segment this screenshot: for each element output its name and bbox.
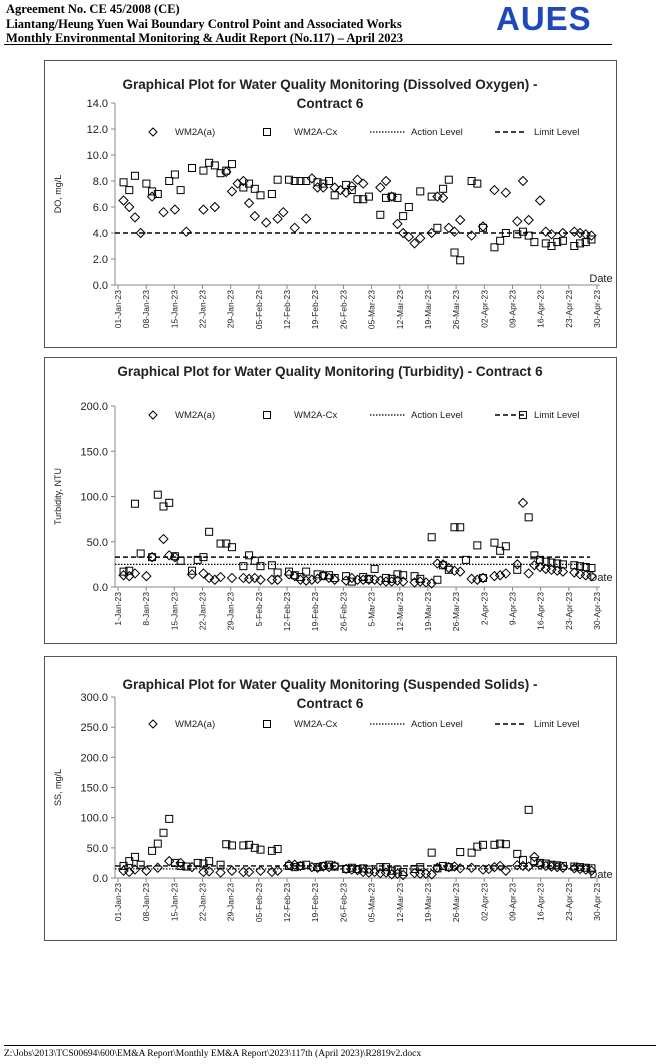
legend-diamond-marker [149, 411, 157, 419]
x-tick-label: 12-Feb-23 [282, 290, 293, 330]
data-point-diamond [262, 218, 271, 227]
x-tick-label: 08-Jan-23 [141, 883, 152, 922]
data-point-square [331, 192, 338, 199]
data-point-diamond [182, 227, 191, 236]
data-point-square [371, 565, 378, 572]
x-tick-label: 26-Mar-23 [451, 592, 462, 632]
x-tick-label: 26-Mar-23 [451, 290, 462, 330]
data-point-diamond [216, 573, 225, 582]
footer-path: Z:\Jobs\2013\TCS00694\600\EM&A Report\Monthly EM&A Report\2023\117th (April 2023)\R2819v2.docx [4, 1045, 656, 1059]
y-tick-label: 0.0 [92, 280, 108, 292]
x-tick-label: 16-Apr-23 [535, 883, 546, 921]
data-point-diamond [256, 866, 265, 875]
data-point-diamond [279, 208, 288, 217]
data-point-diamond [119, 196, 128, 205]
data-point-square [405, 204, 412, 211]
data-point-square [257, 192, 264, 199]
x-tick-label: 26-Feb-23 [338, 290, 349, 330]
data-point-square [206, 528, 213, 535]
data-point-square [525, 806, 532, 813]
data-point-square [154, 491, 161, 498]
y-axis-label: SS, mg/L [53, 768, 63, 807]
data-point-square [137, 550, 144, 557]
x-axis-label: Date [589, 273, 613, 285]
ss-chart [45, 657, 616, 940]
data-point-square [160, 829, 167, 836]
data-point-diamond [524, 569, 533, 578]
y-tick-label: 150.0 [80, 782, 108, 795]
data-point-square [131, 500, 138, 507]
x-tick-label: 12-Mar-23 [394, 592, 405, 632]
data-point-square [217, 861, 224, 868]
data-point-square [268, 562, 275, 569]
y-tick-label: 6.0 [92, 202, 108, 214]
legend-label: WM2A-Cx [294, 719, 338, 730]
data-point-square [491, 244, 498, 251]
data-point-diamond [239, 867, 248, 876]
x-tick-label: 15-Jan-23 [169, 883, 180, 922]
legend-label: Action Level [411, 410, 463, 421]
data-point-square [200, 167, 207, 174]
legend-square-marker [264, 129, 271, 136]
y-tick-label: 0.0 [92, 582, 108, 594]
data-point-square [189, 567, 196, 574]
x-tick-label: 09-Apr-23 [507, 290, 518, 328]
data-point-diamond [142, 572, 151, 581]
y-tick-label: 100.0 [80, 491, 108, 504]
y-tick-label: 50.0 [86, 842, 108, 855]
data-point-square [428, 534, 435, 541]
x-tick-label: 26-Feb-23 [338, 592, 349, 632]
x-tick-label: 12-Mar-23 [394, 883, 405, 923]
x-tick-label: 19-Mar-23 [422, 290, 433, 330]
do-chart [45, 61, 616, 347]
data-point-diamond [130, 569, 139, 578]
data-point-diamond [524, 216, 533, 225]
x-tick-label: 19-Mar-23 [422, 883, 433, 923]
x-tick-label: 19-Feb-23 [310, 592, 321, 632]
legend-diamond-marker [149, 720, 157, 728]
x-tick-label: 29-Jan-23 [225, 592, 236, 631]
data-point-square [137, 861, 144, 868]
y-tick-label: 8.0 [92, 176, 108, 188]
data-point-diamond [359, 179, 368, 188]
data-point-diamond [501, 188, 510, 197]
data-point-diamond [170, 205, 179, 214]
x-tick-label: 19-Feb-23 [310, 290, 321, 330]
x-tick-label: 29-Jan-23 [225, 883, 236, 922]
data-point-diamond [467, 863, 476, 872]
data-point-diamond [250, 212, 259, 221]
chart-title: Contract 6 [296, 96, 364, 111]
data-point-square [525, 514, 532, 521]
legend-label: WM2A-Cx [294, 410, 338, 421]
data-point-square [457, 849, 464, 856]
chart-panel-turbidity [44, 357, 617, 644]
x-tick-label: 22-Jan-23 [197, 592, 208, 631]
data-point-square [480, 224, 487, 231]
data-point-square [171, 171, 178, 178]
data-point-square [228, 161, 235, 168]
aues-logo: AUES [496, 0, 592, 37]
data-point-diamond [273, 575, 282, 584]
x-tick-label: 26-Feb-23 [338, 883, 349, 923]
data-point-diamond [245, 199, 254, 208]
x-tick-label: 05-Mar-23 [366, 290, 377, 330]
data-point-diamond [227, 866, 236, 875]
x-tick-label: 29-Jan-23 [225, 290, 236, 329]
report-header [6, 2, 403, 46]
data-point-diamond [130, 213, 139, 222]
x-tick-label: 5-Mar-23 [366, 592, 377, 627]
data-point-square [440, 185, 447, 192]
x-tick-label: 01-Jan-23 [113, 290, 123, 329]
data-point-diamond [227, 187, 236, 196]
data-point-square [154, 840, 161, 847]
y-tick-label: 4.0 [92, 228, 108, 240]
data-point-diamond [199, 205, 208, 214]
y-axis-label: Turbidity, NTU [53, 467, 63, 526]
y-tick-label: 150.0 [80, 446, 108, 459]
data-point-diamond [302, 214, 311, 223]
x-tick-label: 9-Apr-23 [507, 592, 518, 626]
x-tick-label: 23-Apr-23 [563, 290, 574, 328]
chart-panel-ss [44, 656, 617, 941]
y-tick-label: 250.0 [80, 722, 108, 735]
x-tick-label: 16-Apr-23 [535, 592, 546, 630]
data-point-square [120, 179, 127, 186]
x-tick-label: 16-Apr-23 [535, 290, 546, 328]
x-tick-label: 15-Jan-23 [169, 290, 180, 329]
y-tick-label: 100.0 [80, 812, 108, 825]
data-point-square [240, 563, 247, 570]
legend-label: Action Level [411, 719, 463, 730]
data-point-diamond [159, 208, 168, 217]
x-tick-label: 5-Feb-23 [253, 592, 264, 627]
y-tick-label: 14.0 [86, 98, 108, 110]
data-point-diamond [159, 535, 168, 544]
x-tick-label: 05-Feb-23 [253, 883, 264, 923]
y-axis-label: DO, mg/L [53, 174, 63, 214]
y-tick-label: 50.0 [86, 536, 108, 549]
data-point-square [177, 187, 184, 194]
data-point-square [428, 849, 435, 856]
data-point-diamond [513, 217, 522, 226]
x-tick-label: 05-Feb-23 [253, 290, 264, 330]
y-tick-label: 10.0 [86, 150, 108, 162]
y-tick-label: 200.0 [80, 752, 108, 765]
chart-title: Contract 6 [296, 696, 364, 711]
data-point-square [514, 566, 521, 573]
data-point-square [491, 539, 498, 546]
x-tick-label: 8-Jan-23 [141, 592, 152, 626]
legend-label: WM2A(a) [175, 719, 216, 730]
x-tick-label: 23-Apr-23 [563, 592, 574, 630]
data-point-square [189, 165, 196, 172]
data-point-square [268, 191, 275, 198]
x-tick-label: 30-Apr-23 [592, 592, 602, 630]
data-point-square [445, 176, 452, 183]
data-point-square [531, 239, 538, 246]
x-tick-label: 23-Apr-23 [563, 883, 574, 921]
data-point-diamond [273, 214, 282, 223]
chart-panel-do [44, 60, 617, 348]
data-point-diamond [227, 573, 236, 582]
x-tick-label: 12-Mar-23 [394, 290, 405, 330]
legend-label: WM2A-Cx [294, 127, 338, 138]
data-point-diamond [210, 203, 219, 212]
data-point-diamond [518, 177, 527, 186]
y-tick-label: 2.0 [92, 254, 108, 266]
data-point-square [149, 847, 156, 854]
data-point-square [274, 176, 281, 183]
x-tick-label: 22-Jan-23 [197, 290, 208, 329]
data-point-diamond [245, 867, 254, 876]
x-tick-label: 01-Jan-23 [113, 883, 123, 922]
data-point-square [143, 180, 150, 187]
chart-title: Graphical Plot for Water Quality Monitoring (Dissolved Oxygen) - [122, 77, 538, 92]
legend-label: Action Level [411, 127, 463, 138]
x-tick-label: 1-Jan-23 [113, 592, 123, 626]
data-point-square [451, 249, 458, 256]
report-line: Monthly Environmental Monitoring & Audit Report (No.117) – April 2023 [6, 31, 404, 45]
project-line: Liantang/Heung Yuen Wai Boundary Control Point and Associated Works [6, 16, 402, 31]
x-tick-label: 22-Jan-23 [197, 883, 208, 922]
data-point-diamond [490, 186, 499, 195]
legend-label: Limit Level [534, 410, 580, 421]
y-tick-label: 12.0 [86, 124, 108, 136]
x-tick-label: 30-Apr-23 [592, 883, 602, 921]
data-point-diamond [382, 177, 391, 186]
data-point-diamond [153, 863, 162, 872]
data-point-diamond [142, 866, 151, 875]
x-tick-label: 09-Apr-23 [507, 883, 518, 921]
y-tick-label: 0.0 [92, 873, 108, 885]
turbidity-chart [45, 358, 616, 643]
x-tick-label: 2-Apr-23 [479, 592, 490, 626]
x-tick-label: 02-Apr-23 [479, 290, 490, 328]
data-point-square [474, 542, 481, 549]
legend-diamond-marker [149, 128, 157, 136]
data-point-diamond [393, 219, 402, 228]
data-point-diamond [267, 575, 276, 584]
data-point-square [434, 224, 441, 231]
data-point-square [400, 213, 407, 220]
legend-square-marker [264, 412, 271, 419]
header-rule [4, 44, 612, 45]
legend-label: Limit Level [534, 127, 580, 138]
x-tick-label: 30-Apr-23 [592, 290, 602, 328]
data-point-diamond [165, 857, 174, 866]
data-point-square [428, 193, 435, 200]
data-point-square [166, 178, 173, 185]
data-point-diamond [536, 196, 545, 205]
y-tick-label: 300.0 [80, 692, 108, 704]
legend-label: WM2A(a) [175, 127, 216, 138]
data-point-square [131, 172, 138, 179]
y-tick-label: 200.0 [80, 401, 108, 413]
data-point-diamond [376, 183, 385, 192]
agreement-line: Agreement No. CE 45/2008 (CE) [6, 2, 180, 16]
x-tick-label: 12-Feb-23 [282, 883, 293, 923]
data-point-diamond [450, 227, 459, 236]
data-point-diamond [290, 223, 299, 232]
chart-title: Graphical Plot for Water Quality Monitoring (Suspended Solids) - [122, 677, 538, 692]
x-axis-label: Date [589, 572, 613, 584]
x-tick-label: 26-Mar-23 [451, 883, 462, 923]
x-tick-label: 05-Mar-23 [366, 883, 377, 923]
x-axis-label: Date [589, 869, 613, 881]
legend-label: Limit Level [534, 719, 580, 730]
x-tick-label: 15-Jan-23 [169, 592, 180, 631]
x-tick-label: 19-Feb-23 [310, 883, 321, 923]
data-point-square [377, 211, 384, 218]
legend-square-marker [264, 721, 271, 728]
data-point-square [417, 188, 424, 195]
data-point-diamond [353, 175, 362, 184]
data-point-diamond [444, 223, 453, 232]
legend-label: WM2A(a) [175, 410, 216, 421]
data-point-square [497, 237, 504, 244]
data-point-diamond [456, 216, 465, 225]
data-point-square [457, 257, 464, 264]
chart-title: Graphical Plot for Water Quality Monitoring (Turbidity) - Contract 6 [117, 364, 543, 379]
x-tick-label: 02-Apr-23 [479, 883, 490, 921]
data-point-square [126, 187, 133, 194]
x-tick-label: 12-Feb-23 [282, 592, 293, 632]
data-point-diamond [125, 203, 134, 212]
data-point-diamond [518, 498, 527, 507]
x-tick-label: 19-Mar-23 [422, 592, 433, 632]
x-tick-label: 08-Jan-23 [141, 290, 152, 329]
data-point-diamond [404, 232, 413, 241]
data-point-square [166, 815, 173, 822]
